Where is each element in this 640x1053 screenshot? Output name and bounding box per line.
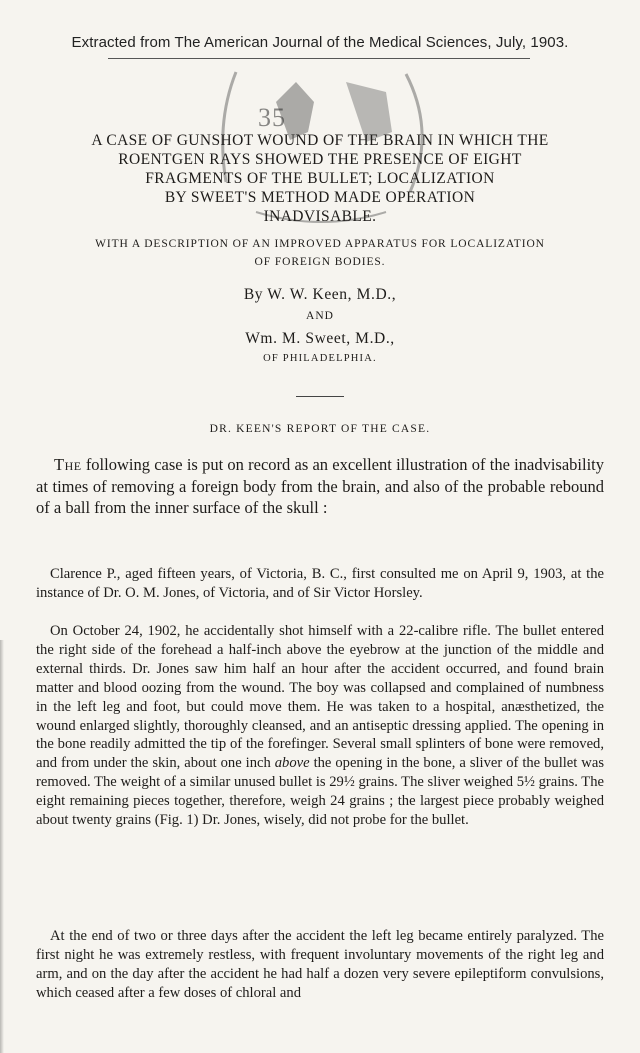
stamp-number: 35: [258, 103, 286, 132]
title-line-1: A CASE OF GUNSHOT WOUND OF THE BRAIN IN WHICH THE: [91, 132, 549, 149]
subtitle-line-1: WITH A DESCRIPTION OF AN IMPROVED APPARATUS FOR LOCALIZATION: [95, 238, 545, 250]
header-rule: [108, 58, 530, 59]
paragraph-patient: Clarence P., aged fifteen years, of Victoria, B. C., first consulted me on April 9, 1903, at the instance of Dr. O. M. Jones, of Victoria, and of Sir Victor Horsley.: [36, 566, 604, 601]
paragraph-intro-text: following case is put on record as an excellent illustration of the inadvisability at times of removing a foreign body from the brain, and also of the probable rebound of a ball from the inner surface of the skull :: [36, 455, 604, 517]
section-divider: [296, 396, 344, 397]
title-line-4: BY SWEET'S METHOD MADE OPERATION: [164, 189, 476, 206]
author-conjunction: AND: [306, 310, 334, 322]
paragraph-course: At the end of two or three days after the accident the left leg became entirely paralyzed. The first night he was extremely restless, with frequent involuntary movements of the right leg and arm, and on the day after the accident he had half a dozen very severe epileptiform convulsions, which ceased after a few doses of chloral and: [36, 928, 604, 1001]
paragraph-history-part-b: the opening in the bone, a sliver of the bullet was removed. The weight of a similar unused bullet is 29½ grains. The sliver weighed 5½ grains. The eight remaining pieces together, therefore, weigh 24 grains ; the largest piece probably weighed about twenty grains (Fig. 1) Dr. Jones, wisely, did not probe for the bullet.: [36, 755, 604, 829]
author-first: By W. W. Keen, M.D.,: [243, 286, 397, 303]
paragraph-intro: [36, 454, 604, 519]
source-citation: Extracted from The American Journal of the Medical Sciences, July, 1903.: [71, 34, 569, 51]
title-line-5: INADVISABLE.: [263, 208, 377, 225]
author-location: OF PHILADELPHIA.: [263, 353, 377, 364]
paragraph-lead-word: The: [54, 455, 82, 474]
title-line-3: FRAGMENTS OF THE BULLET; LOCALIZATION: [145, 170, 495, 187]
paragraph-history-part-a: On October 24, 1902, he accidentally shot himself with a 22-calibre rifle. The bullet entered the right side of the forehead a half-inch above the eyebrow at the junction of the middle and external thirds. Dr. Jones saw him half an hour after the accident occurred, and found brain matter and blood oozing from the wound. The boy was collapsed and complained of numbness in the left leg and foot, but could move them. He was taken to a hospital, anæsthetized, the wound enlarged slightly, thoroughly cleansed, and an antiseptic dressing applied. The opening in the bone readily admitted the tip of the forefinger. Several small splinters of bone were removed, and from under the skin, about one inch: [36, 623, 604, 772]
subtitle-line-2: OF FOREIGN BODIES.: [254, 256, 386, 268]
section-heading: DR. KEEN'S REPORT OF THE CASE.: [209, 423, 431, 435]
page-edge-shadow: [0, 640, 4, 1053]
title-line-2: ROENTGEN RAYS SHOWED THE PRESENCE OF EIGHT: [118, 151, 522, 168]
paragraph-history-emphasis: above: [274, 755, 310, 772]
paragraph-history: [36, 622, 604, 830]
author-second: Wm. M. Sweet, M.D.,: [245, 330, 395, 347]
